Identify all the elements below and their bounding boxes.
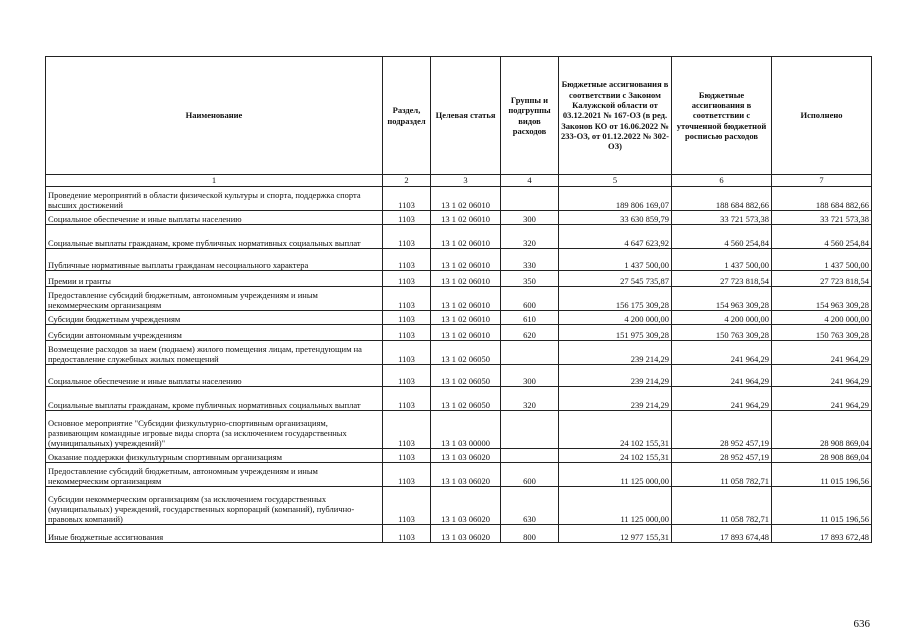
row-section: 1103 [383,311,431,325]
row-section: 1103 [383,487,431,525]
row-assign-refined: 1 437 500,00 [672,249,772,271]
row-name: Оказание поддержки физкультурным спортивным организациям [46,449,383,463]
row-group [501,341,559,365]
row-group: 320 [501,225,559,249]
table-row [46,365,872,387]
row-assign-law: 239 214,29 [559,341,672,365]
row-target: 13 1 02 06010 [431,311,501,325]
row-assign-refined: 17 893 674,48 [672,525,772,543]
row-group: 350 [501,271,559,287]
row-executed: 11 015 196,56 [772,463,872,487]
row-target: 13 1 03 00000 [431,411,501,449]
table-row [46,311,872,325]
row-assign-refined: 150 763 309,28 [672,325,772,341]
row-assign-refined: 33 721 573,38 [672,211,772,225]
row-section: 1103 [383,249,431,271]
row-name: Субсидии автономным учреждениям [46,325,383,341]
row-assign-refined: 188 684 882,66 [672,187,772,211]
row-section: 1103 [383,211,431,225]
header-assign-refined: Бюджетные ассигнования в соответствии с уточненной бюджетной росписью расходов [672,57,772,175]
row-target: 13 1 02 06010 [431,211,501,225]
row-assign-refined: 241 964,29 [672,341,772,365]
row-name: Социальные выплаты гражданам, кроме публичных нормативных социальных выплат [46,225,383,249]
row-target: 13 1 03 06020 [431,449,501,463]
row-target: 13 1 03 06020 [431,487,501,525]
table-row [46,449,872,463]
row-executed: 4 560 254,84 [772,225,872,249]
row-assign-refined: 11 058 782,71 [672,463,772,487]
row-group [501,411,559,449]
row-assign-law: 4 200 000,00 [559,311,672,325]
table-row [46,287,872,311]
row-group: 300 [501,211,559,225]
table-body [46,187,872,543]
row-executed: 28 908 869,04 [772,449,872,463]
row-assign-refined: 241 964,29 [672,365,772,387]
row-group: 800 [501,525,559,543]
row-target: 13 1 02 06050 [431,365,501,387]
row-assign-refined: 11 058 782,71 [672,487,772,525]
row-name: Предоставление субсидий бюджетным, автономным учреждениям и иным некоммерческим организациям [46,463,383,487]
row-group: 320 [501,387,559,411]
column-number: 1 [46,175,383,187]
row-section: 1103 [383,411,431,449]
row-name: Премии и гранты [46,271,383,287]
row-assign-law: 151 975 309,28 [559,325,672,341]
row-name: Социальное обеспечение и иные выплаты населению [46,365,383,387]
row-assign-refined: 28 952 457,19 [672,449,772,463]
header-name: Наименование [46,57,383,175]
row-assign-law: 4 647 623,92 [559,225,672,249]
row-group [501,449,559,463]
header-section: Раздел, подраздел [383,57,431,175]
row-name: Субсидии бюджетным учреждениям [46,311,383,325]
table-row [46,325,872,341]
row-executed: 4 200 000,00 [772,311,872,325]
table-row [46,487,872,525]
table-row [46,271,872,287]
column-number-row [46,175,872,187]
row-assign-law: 239 214,29 [559,387,672,411]
row-section: 1103 [383,525,431,543]
row-group: 600 [501,287,559,311]
row-executed: 33 721 573,38 [772,211,872,225]
row-assign-law: 24 102 155,31 [559,449,672,463]
row-executed: 11 015 196,56 [772,487,872,525]
row-name: Основное мероприятие "Субсидии физкультурно-спортивным организациям, развивающим командные игровые виды спорта (за исключением государственных (муниципальных) учреждений)" [46,411,383,449]
row-target: 13 1 02 06010 [431,187,501,211]
row-executed: 241 964,29 [772,365,872,387]
row-section: 1103 [383,271,431,287]
row-assign-law: 189 806 169,07 [559,187,672,211]
table-row [46,225,872,249]
row-section: 1103 [383,387,431,411]
row-assign-law: 1 437 500,00 [559,249,672,271]
row-target: 13 1 03 06020 [431,525,501,543]
row-name: Иные бюджетные ассигнования [46,525,383,543]
row-section: 1103 [383,449,431,463]
table-row [46,411,872,449]
column-number: 5 [559,175,672,187]
row-name: Предоставление субсидий бюджетным, автономным учреждениям и иным некоммерческим организациям [46,287,383,311]
row-assign-refined: 4 560 254,84 [672,225,772,249]
row-executed: 27 723 818,54 [772,271,872,287]
row-target: 13 1 02 06010 [431,325,501,341]
row-section: 1103 [383,341,431,365]
column-number: 4 [501,175,559,187]
row-assign-law: 11 125 000,00 [559,463,672,487]
row-section: 1103 [383,365,431,387]
row-group [501,187,559,211]
table-row [46,341,872,365]
row-name: Публичные нормативные выплаты гражданам несоциального характера [46,249,383,271]
row-section: 1103 [383,287,431,311]
row-target: 13 1 02 06050 [431,387,501,411]
row-group: 330 [501,249,559,271]
row-target: 13 1 02 06010 [431,271,501,287]
row-target: 13 1 02 06010 [431,287,501,311]
row-assign-refined: 241 964,29 [672,387,772,411]
row-assign-law: 27 545 735,87 [559,271,672,287]
row-executed: 154 963 309,28 [772,287,872,311]
row-section: 1103 [383,187,431,211]
page-number: 636 [853,618,870,630]
row-section: 1103 [383,463,431,487]
column-number: 7 [772,175,872,187]
row-assign-refined: 28 952 457,19 [672,411,772,449]
row-assign-law: 12 977 155,31 [559,525,672,543]
table-row [46,463,872,487]
row-target: 13 1 02 06050 [431,341,501,365]
row-section: 1103 [383,225,431,249]
row-executed: 241 964,29 [772,387,872,411]
row-group: 610 [501,311,559,325]
row-name: Социальные выплаты гражданам, кроме публичных нормативных социальных выплат [46,387,383,411]
header-assign-law: Бюджетные ассигнования в соответствии с Законом Калужской области от 03.12.2021 № 167-ОЗ (в ред. Законов КО от 16.06.2022 № 233-ОЗ, от 01.12.2022 № 302-ОЗ) [559,57,672,175]
table-row [46,525,872,543]
row-assign-law: 239 214,29 [559,365,672,387]
header-executed: Исполнено [772,57,872,175]
row-group: 630 [501,487,559,525]
row-assign-law: 33 630 859,79 [559,211,672,225]
row-group: 300 [501,365,559,387]
row-name: Возмещение расходов за наем (поднаем) жилого помещения лицам, претендующим на предоставление служебных жилых помещений [46,341,383,365]
row-name: Субсидии некоммерческим организациям (за исключением государственных (муниципальных) учреждений, государственных корпораций (компаний), публично-правовых компаний) [46,487,383,525]
row-assign-refined: 154 963 309,28 [672,287,772,311]
column-number: 2 [383,175,431,187]
row-target: 13 1 03 06020 [431,463,501,487]
table-row [46,387,872,411]
row-assign-law: 156 175 309,28 [559,287,672,311]
row-target: 13 1 02 06010 [431,225,501,249]
row-assign-refined: 4 200 000,00 [672,311,772,325]
row-executed: 17 893 672,48 [772,525,872,543]
column-number: 3 [431,175,501,187]
row-group: 620 [501,325,559,341]
row-executed: 241 964,29 [772,341,872,365]
row-target: 13 1 02 06010 [431,249,501,271]
row-name: Социальное обеспечение и иные выплаты населению [46,211,383,225]
column-number: 6 [672,175,772,187]
table-row [46,187,872,211]
header-row [46,57,872,175]
row-executed: 150 763 309,28 [772,325,872,341]
row-executed: 188 684 882,66 [772,187,872,211]
budget-table [45,56,872,543]
row-assign-refined: 27 723 818,54 [672,271,772,287]
row-section: 1103 [383,325,431,341]
table-header [46,57,872,187]
row-group: 600 [501,463,559,487]
row-executed: 28 908 869,04 [772,411,872,449]
row-assign-law: 24 102 155,31 [559,411,672,449]
table-row [46,211,872,225]
row-assign-law: 11 125 000,00 [559,487,672,525]
table-row [46,249,872,271]
row-executed: 1 437 500,00 [772,249,872,271]
header-target: Целевая статья [431,57,501,175]
header-group: Группы и подгруппы видов расходов [501,57,559,175]
row-name: Проведение мероприятий в области физической культуры и спорта, поддержка спорта высших достижений [46,187,383,211]
